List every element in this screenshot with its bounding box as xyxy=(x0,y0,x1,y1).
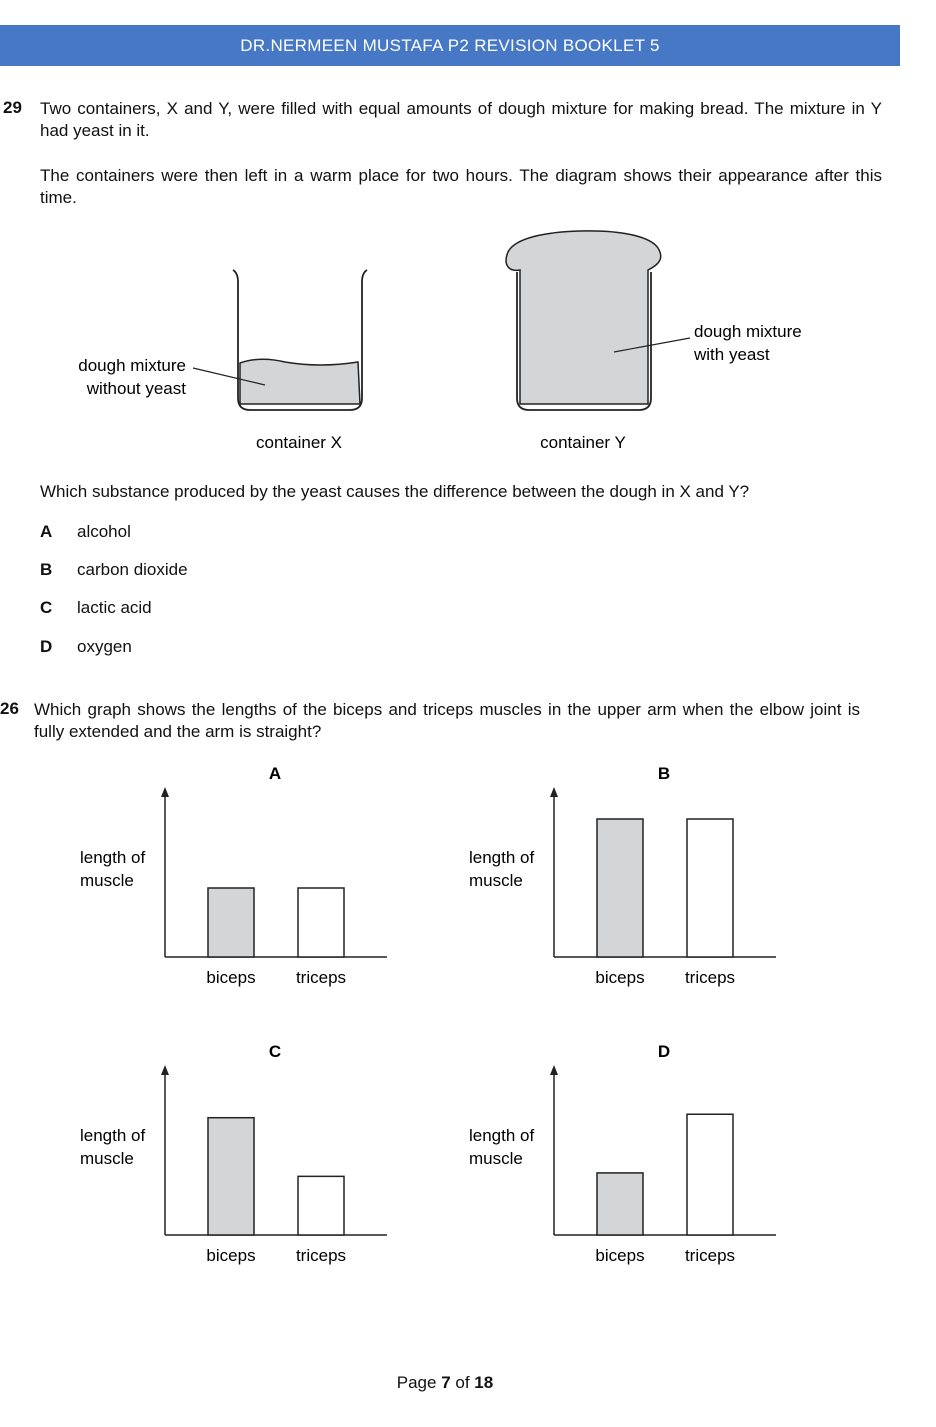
option-b-letter: B xyxy=(40,560,53,579)
graph-b-bar-triceps xyxy=(687,819,733,957)
graph-b-ylabel-line1: length of xyxy=(469,848,535,867)
graph-d-bar-biceps xyxy=(597,1173,643,1235)
question-29-setup: The containers were then left in a warm place for two hours. The diagram shows their appearance after this time. xyxy=(40,166,882,207)
question-26-number: 26 xyxy=(0,699,19,718)
option-c-text: lactic acid xyxy=(77,598,152,617)
graph-d-label-biceps: biceps xyxy=(595,1246,645,1265)
container-x-caption: container X xyxy=(256,433,342,452)
footer-prefix: Page xyxy=(396,1373,442,1392)
graph-c-label-triceps: triceps xyxy=(295,1246,347,1265)
graph-a-y-axis-arrow xyxy=(161,787,169,797)
footer-middle: of xyxy=(450,1373,475,1392)
graph-a-bar-biceps xyxy=(208,888,254,957)
booklet-header-banner: DR.NERMEEN MUSTAFA P2 REVISION BOOKLET 5 xyxy=(0,25,900,66)
graph-a-label-triceps: triceps xyxy=(295,968,347,987)
graph-a-bar-triceps xyxy=(298,888,344,957)
graph-b-title: B xyxy=(657,764,671,783)
page-footer xyxy=(0,1373,890,1393)
graph-b-ylabel-line2: muscle xyxy=(469,871,523,890)
footer-current-page: 7 xyxy=(441,1373,451,1392)
graph-c-bar-biceps xyxy=(208,1118,254,1235)
graph-d-ylabel-line2: muscle xyxy=(469,1149,523,1168)
graph-d-y-axis-arrow xyxy=(550,1065,558,1075)
option-c-letter: C xyxy=(40,598,53,617)
label-x-line1: dough mixture xyxy=(78,356,186,375)
option-d-letter: D xyxy=(40,637,53,656)
graph-d-ylabel-line1: length of xyxy=(469,1126,535,1145)
option-b-text: carbon dioxide xyxy=(77,560,188,579)
graph-d-title: D xyxy=(657,1042,671,1061)
footer-total-pages: 18 xyxy=(474,1373,494,1392)
graph-c-y-axis-arrow xyxy=(161,1065,169,1075)
graph-c-label-biceps: biceps xyxy=(206,1246,256,1265)
option-a-text: alcohol xyxy=(77,522,131,541)
graph-a-label-biceps: biceps xyxy=(206,968,256,987)
container-y-caption: container Y xyxy=(540,433,626,452)
label-y-line2: with yeast xyxy=(694,345,770,364)
graph-a-ylabel-line2: muscle xyxy=(80,871,134,890)
option-a-letter: A xyxy=(40,522,53,541)
graph-d-bar-triceps xyxy=(687,1114,733,1235)
label-x-line2: without yeast xyxy=(86,379,186,398)
graph-b-y-axis-arrow xyxy=(550,787,558,797)
question-26-prompt: Which graph shows the lengths of the biceps and triceps muscles in the upper arm when the elbow joint is fully extended and the arm is straight? xyxy=(34,700,860,741)
graph-c-bar-triceps xyxy=(298,1176,344,1235)
question-29-intro: Two containers, X and Y, were filled with equal amounts of dough mixture for making bread. The mixture in Y had yeast in it. xyxy=(40,99,882,140)
graph-b-bar-biceps xyxy=(597,819,643,957)
graph-c-ylabel-line1: length of xyxy=(80,1126,146,1145)
graph-d-label-triceps: triceps xyxy=(684,1246,736,1265)
graph-b-label-biceps: biceps xyxy=(595,968,645,987)
graph-c-title: C xyxy=(268,1042,282,1061)
graph-a-ylabel-line1: length of xyxy=(80,848,146,867)
question-29-prompt: Which substance produced by the yeast causes the difference between the dough in X and Y? xyxy=(40,482,750,501)
label-y-line1: dough mixture xyxy=(694,322,802,341)
graph-c-ylabel-line2: muscle xyxy=(80,1149,134,1168)
graph-b-label-triceps: triceps xyxy=(684,968,736,987)
graph-a-title: A xyxy=(268,764,282,783)
question-29-number: 29 xyxy=(3,98,22,117)
option-d-text: oxygen xyxy=(77,637,132,656)
